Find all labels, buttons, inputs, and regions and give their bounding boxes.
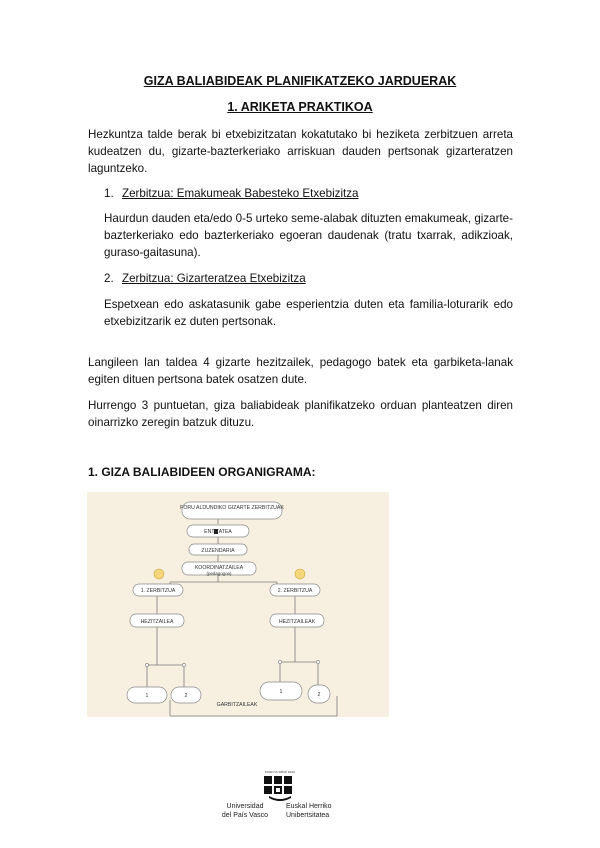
university-logo (200, 768, 360, 828)
org-chart-svg (87, 492, 389, 717)
service-1-title: Zerbitzua: Emakumeak Babesteko Etxebizitza (122, 187, 359, 200)
logo-left-line1: Universidad (226, 803, 264, 810)
section-heading-organigram: 1. GIZA BALIABIDEEN ORGANIGRAMA: (88, 465, 316, 479)
label-service1: 1. ZERBITZUA (140, 588, 176, 594)
document-title: GIZA BALIABIDEAK PLANIFIKATZEKO JARDUERAK (143, 74, 457, 88)
service-2-heading (104, 272, 306, 285)
intro-paragraph: Hezkuntza talde berak bi etxebizitzatan kokatutako bi heziketa zerbitzuen arreta kudeatzen du, gizarte-bazterkeriako arriskuan dauden pertsonak gizarteratzen laguntzeko. (88, 128, 513, 175)
label-coordinator: KOORDINATZAILEA (194, 565, 244, 571)
label-cleaning: GARBITZAILEAK (216, 702, 258, 708)
logo-right-line1: Euskal Herriko (286, 803, 332, 810)
service-1-description: Haurdun dauden eta/edo 0-5 urteko seme-alabak dituzten emakumeak, gizarte-bazterkeriako edo bazterkeriako egoeran daudenak (tratu txarrak, adikzioak, guraso-gaitasuna). (104, 212, 513, 259)
org-chart (87, 492, 389, 717)
label-leaf1a: 1 (145, 693, 149, 699)
service-2-description: Espetxean edo askatasunik gabe esperientzia duten eta familia-loturarik edo etxebizitzarik ez duten pertsonak. (104, 298, 513, 328)
service-1-heading (104, 187, 359, 200)
label-coordinator-note: (pedagogoa) (206, 571, 232, 576)
staff-paragraph: Langileen lan taldea 4 gizarte hezitzailek, pedagogo batek eta garbiketa-lanak egiten dituen pertsona batek osatzen dute. (88, 356, 513, 386)
label-service2: 2. ZERBITZUA (277, 588, 313, 594)
service-2-title: Zerbitzua: Gizarteratzea Etxebizitza (122, 272, 306, 285)
label-educators: HEZITZAILEAK (278, 619, 316, 625)
logo-right-line2: Unibertsitatea (286, 812, 330, 819)
label-leaf2a: 1 (279, 689, 283, 695)
marker-right-icon (295, 569, 305, 579)
exercise-title: 1. ARIKETA PRAKTIKOA (227, 100, 373, 114)
label-leaf1b: 2 (184, 693, 188, 699)
logo-text-spanish (210, 802, 280, 820)
upv-ehu-emblem-icon (200, 768, 360, 802)
label-leaf2b: 2 (317, 692, 321, 698)
service-2-number: 2. (104, 272, 114, 285)
marker-left-icon (154, 569, 164, 579)
label-root: FORU ALDUNDIKO GIZARTE ZERBITZUAK (180, 505, 284, 511)
logo-caption: eman ta zabal zazu (264, 770, 296, 774)
label-educator: HEZITZAILEA (140, 619, 174, 625)
task-paragraph: Hurrengo 3 puntuetan, giza baliabideak planifikatzeko orduan planteatzen diren oinarrizko zeregin batzuk dituzu. (88, 399, 513, 429)
logo-text-basque (286, 802, 356, 820)
logo-left-line2: del País Vasco (221, 812, 269, 819)
label-entity: ENTITATEA (204, 529, 232, 535)
label-management: ZUZENDARIA (201, 548, 235, 554)
service-1-number: 1. (104, 187, 114, 200)
